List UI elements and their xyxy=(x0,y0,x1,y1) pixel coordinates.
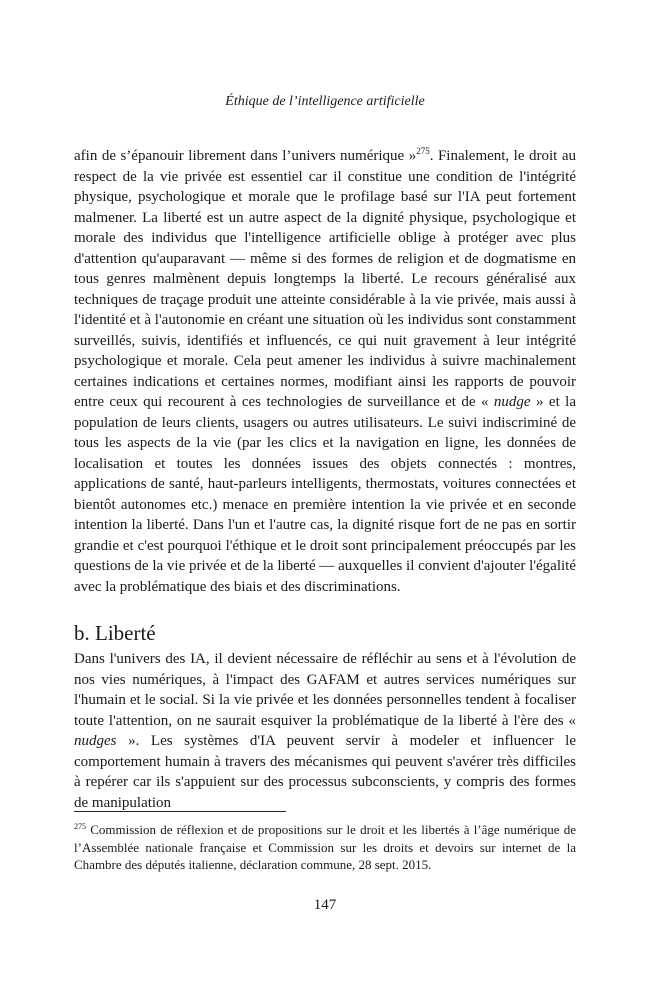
body-text-part-3: » et la population de leurs clients, usagers ou autres utilisateurs. Le suivi indiscriminé de tous les aspects de la vie (par les clics et la navigation en ligne, les données de localisation et toutes les données issues des objets connectés : montres, applications de santé, haut-parleurs intelligents, thermostats, voitures connectées et bientôt autonomes etc.) menace en première intention la vie privée et en seconde intention la liberté. Dans l'un et l'autre cas, la dignité risque fort de ne pas en sortir grandie et c'est pourquoi l'éthique et le droit sont principalement préoccupés par les questions de la vie privée et de la liberté — auxquelles il convient d'ajouter l'égalité avec la problématique des biais et des discriminations. xyxy=(74,394,576,595)
body-text-part-1: afin de s’épanouir librement dans l’univers numérique » xyxy=(74,148,417,164)
footnote-text: Commission de réflexion et de propositions sur le droit et les libertés à l’âge numérique de l’Assemblée nationale française et Commission sur les droits et devoirs sur internet de la Chambre des députés italienne, déclaration commune, 28 sept. 2015. xyxy=(74,822,576,872)
section-paragraph xyxy=(74,649,576,813)
body-paragraph xyxy=(74,146,576,597)
footnote xyxy=(74,821,576,874)
page-number: 147 xyxy=(313,897,337,913)
body-text-part-2: . Finalement, le droit au respect de la vie privée est essentiel car il constitue une condition de l'intégrité physique, psychologique et morale que le profilage basé sur l'IA peut fortement malmener. La liberté est un autre aspect de la dignité physique, psychologique et morale des individus que l'intelligence artificielle oblige à protéger avec plus d'attention qu'auparavant — même si des formes de religion et de dogmatisme en tous genres malmènent depuis longtemps la liberté. Le recours généralisé aux techniques de traçage produit une atteinte considérable à la vie privée, mais aussi à l'identité et à l'autonomie en créant une situation où les individus sont constamment surveillés, suivis, identifiés et influencés, ce qui nuit gravement à leur intégrité psychologique et morale. Cela peut amener les individus à suivre machinalement certaines indications et certaines normes, modifiant ainsi les rapports de pouvoir entre ceux qui recourent à ces technologies de surveillance et de « xyxy=(74,148,576,410)
section-text-part-1: Dans l'univers des IA, il devient nécessaire de réfléchir au sens et à l'évolution de nos vies numériques, à l'impact des GAFAM et autres services numériques sur l'humain et le social. Si la vie privée et les données personnelles tendent à focaliser toute l'attention, on ne saurait esquiver la problématique de la liberté à l'ère des « xyxy=(74,651,576,729)
italic-term-nudges: nudges xyxy=(74,733,117,749)
footnote-number: 275 xyxy=(74,822,86,831)
section-heading: b. Liberté xyxy=(74,621,156,645)
footnote-divider xyxy=(74,811,286,812)
running-header: Éthique de l’intelligence artificielle xyxy=(225,94,425,109)
footnote-reference: 275 xyxy=(416,146,430,156)
section-text-part-2: ». Les systèmes d'IA peuvent servir à modeler et influencer le comportement humain à travers des mécanismes qui peuvent s'avérer très difficiles à repérer car ils s'appuient sur des processus subconscients, y compris des formes de manipulation xyxy=(74,733,576,811)
italic-term-nudge: nudge xyxy=(493,394,531,410)
